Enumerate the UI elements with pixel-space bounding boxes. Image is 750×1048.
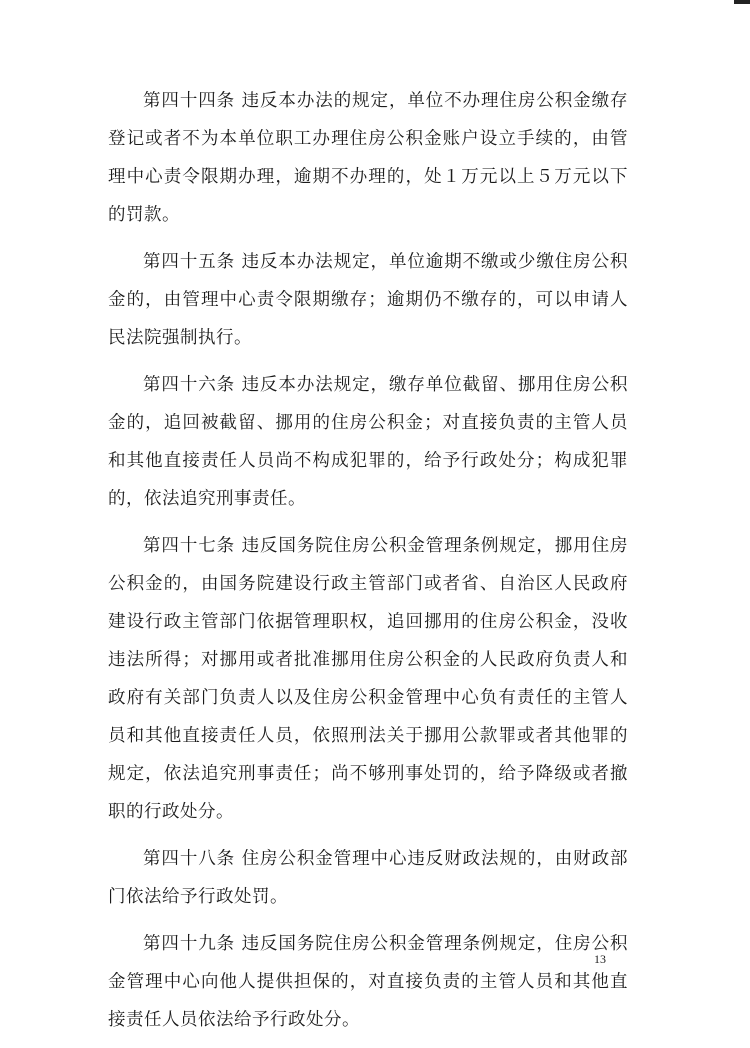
article-44: 第四十四条 违反本办法的规定，单位不办理住房公积金缴存登记或者不为本单位职工办理住房公积金账户设立手续的，由管理中心责令限期办理，逾期不办理的，处１万元以上５万元以下的罚款。	[108, 91, 628, 225]
page-number: 13	[594, 952, 606, 966]
article-46: 第四十六条 违反本办法规定，缴存单位截留、挪用住房公积金的，追回被截留、挪用的住房公积金；对直接负责的主管人员和其他直接责任人员尚不构成犯罪的，给予行政处分；构成犯罪的，依法追究刑事责任。	[108, 375, 628, 509]
article-47: 第四十七条 违反国务院住房公积金管理条例规定，挪用住房公积金的，由国务院建设行政主管部门或者省、自治区人民政府建设行政主管部门依据管理职权，追回挪用的住房公积金，没收违法所得；对挪用或者批准挪用住房公积金的人民政府负责人和政府有关部门负责人以及住房公积金管理中心负有责任的主管人员和其他直接责任人员，依照刑法关于挪用公款罪或者其他罪的规定，依法追究刑事责任；尚不够刑事处罚的，给予降级或者撤职的行政处分。	[108, 536, 628, 822]
scan-corner-mark	[734, 0, 750, 4]
article-48: 第四十八条 住房公积金管理中心违反财政法规的，由财政部门依法给予行政处罚。	[108, 849, 628, 907]
document-body	[108, 82, 628, 1048]
article-49: 第四十九条 违反国务院住房公积金管理条例规定，住房公积金管理中心向他人提供担保的，对直接负责的主管人员和其他直接责任人员依法给予行政处分。	[108, 934, 628, 1030]
article-45: 第四十五条 违反本办法规定，单位逾期不缴或少缴住房公积金的，由管理中心责令限期缴存；逾期仍不缴存的，可以申请人民法院强制执行。	[108, 252, 628, 348]
